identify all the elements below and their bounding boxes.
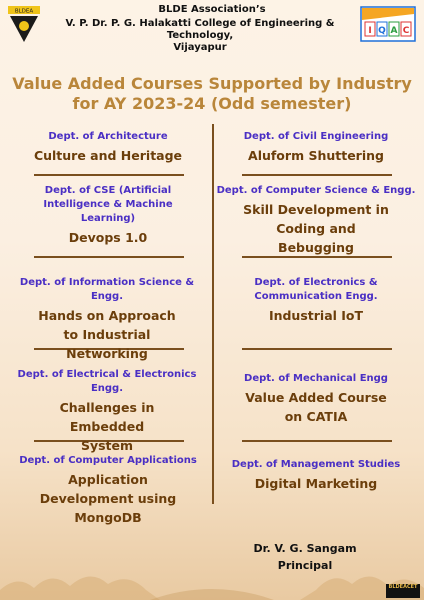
course-mechanical bbox=[218, 372, 414, 426]
course-ece bbox=[218, 276, 414, 325]
grid-divider-1-left bbox=[34, 174, 184, 176]
college-line-2: Vijayapur bbox=[173, 42, 227, 53]
course-civil bbox=[218, 130, 414, 165]
iqac-logo-icon bbox=[360, 6, 416, 42]
college-line-1: V. P. Dr. P. G. Halakatti College of Engineering & Technology, bbox=[65, 18, 335, 41]
course-name: Challenges in Embedded System bbox=[59, 400, 155, 453]
dept-name: Dept. of Information Science & Engg. bbox=[19, 277, 195, 302]
dept-name: Dept. of Computer Applications bbox=[19, 455, 197, 466]
course-mca bbox=[10, 454, 206, 527]
dept-name: Dept. of Electrical & Electronics Engg. bbox=[17, 369, 197, 394]
course-name: Skill Development in Coding and Bebugging bbox=[243, 202, 389, 255]
corner-logo: BLDEACET bbox=[386, 584, 420, 598]
course-name: Value Added Course on CATIA bbox=[245, 390, 387, 424]
course-name: Digital Marketing bbox=[254, 476, 378, 491]
dept-name: Dept. of Civil Engineering bbox=[243, 131, 389, 142]
dept-name: Dept. of Architecture bbox=[48, 131, 168, 142]
grid-divider-vertical bbox=[212, 124, 214, 504]
course-name: Industrial IoT bbox=[268, 308, 364, 323]
course-name: Devops 1.0 bbox=[68, 230, 148, 245]
decorative-border-icon bbox=[0, 560, 424, 600]
iqac-letter-i: I bbox=[368, 26, 372, 36]
signatory-designation: Principal bbox=[277, 559, 333, 572]
course-cse bbox=[214, 184, 418, 257]
dept-name: Dept. of Electronics & Communication Engg. bbox=[254, 277, 378, 302]
grid-divider-4-right bbox=[242, 440, 392, 442]
dept-name: Dept. of Mechanical Engg bbox=[244, 373, 388, 384]
course-eee bbox=[4, 368, 210, 455]
dept-name: Dept. of Management Studies bbox=[231, 459, 401, 470]
course-name: Aluform Shuttering bbox=[248, 148, 384, 163]
dept-name: Dept. of CSE (Artificial Intelligence & Machine Learning) bbox=[43, 185, 173, 224]
iqac-letter-q: Q bbox=[378, 26, 386, 36]
grid-divider-1-right bbox=[242, 174, 392, 176]
course-ise bbox=[4, 276, 210, 363]
grid-divider-3-right bbox=[242, 348, 392, 350]
course-mba bbox=[218, 458, 414, 493]
title-line-1: Value Added Courses Supported by Industry bbox=[12, 74, 412, 93]
college-name bbox=[40, 18, 360, 54]
title-line-2: for AY 2023-24 (Odd semester) bbox=[72, 94, 352, 113]
course-name: Hands on Approach to Industrial Networking bbox=[38, 308, 176, 361]
signatory-name: Dr. V. G. Sangam bbox=[253, 542, 357, 555]
poster-title bbox=[0, 74, 424, 114]
dept-name: Dept. of Computer Science & Engg. bbox=[216, 185, 416, 196]
association-name: BLDE Association’s bbox=[158, 4, 266, 15]
course-architecture bbox=[10, 130, 206, 165]
course-name: Application Development using MongoDB bbox=[39, 472, 177, 525]
logo-left-label: BLDEA bbox=[14, 8, 34, 15]
course-cse-aiml bbox=[10, 184, 206, 247]
iqac-letter-c: C bbox=[402, 26, 410, 36]
grid-divider-2-left bbox=[34, 256, 184, 258]
course-name: Culture and Heritage bbox=[33, 148, 183, 163]
iqac-letter-a: A bbox=[390, 26, 398, 36]
page-header bbox=[0, 0, 424, 53]
